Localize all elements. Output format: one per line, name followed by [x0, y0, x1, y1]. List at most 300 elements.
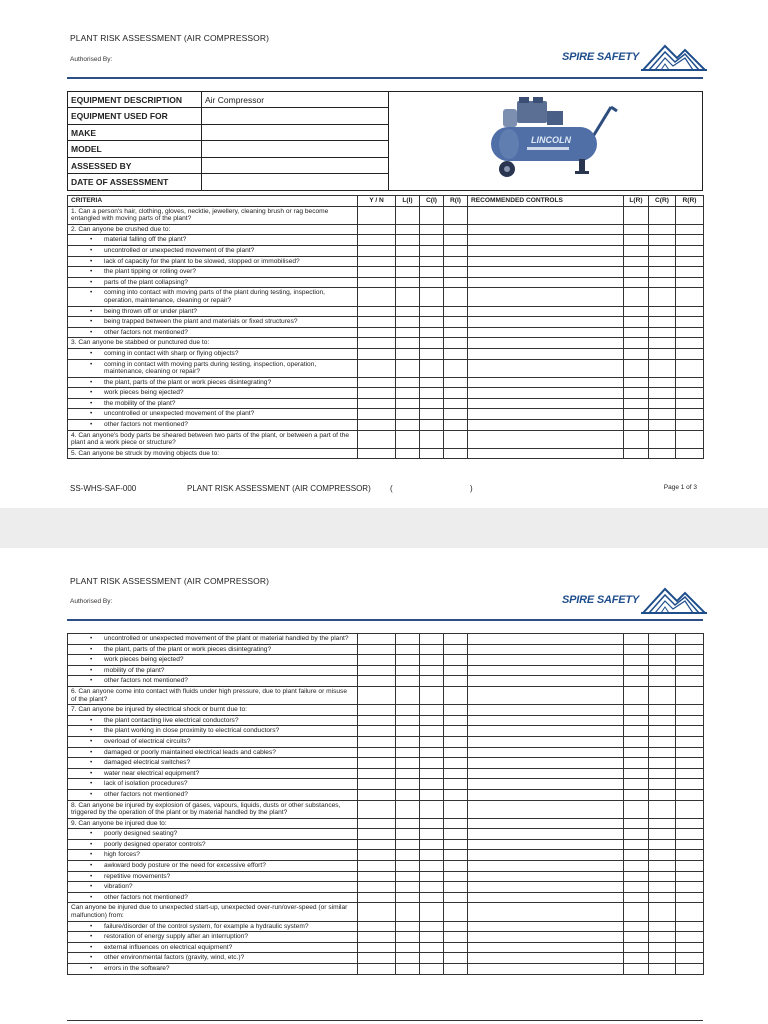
- assessment-cell[interactable]: [649, 288, 676, 306]
- assessment-cell[interactable]: [444, 420, 468, 431]
- assessment-cell[interactable]: [396, 655, 420, 666]
- assessment-cell[interactable]: [468, 398, 624, 409]
- assessment-cell[interactable]: [624, 736, 649, 747]
- assessment-cell[interactable]: [444, 871, 468, 882]
- assessment-cell[interactable]: [624, 726, 649, 737]
- assessment-cell[interactable]: [649, 861, 676, 872]
- assessment-cell[interactable]: [624, 850, 649, 861]
- assessment-cell[interactable]: [676, 235, 704, 246]
- assessment-cell[interactable]: [420, 398, 444, 409]
- assessment-cell[interactable]: [358, 327, 396, 338]
- assessment-cell[interactable]: [676, 932, 704, 943]
- assessment-cell[interactable]: [444, 736, 468, 747]
- assessment-cell[interactable]: [468, 882, 624, 893]
- assessment-cell[interactable]: [396, 800, 420, 818]
- assessment-cell[interactable]: [420, 758, 444, 769]
- assessment-cell[interactable]: [676, 306, 704, 317]
- assessment-cell[interactable]: [396, 839, 420, 850]
- assessment-cell[interactable]: [420, 338, 444, 349]
- assessment-cell[interactable]: [649, 235, 676, 246]
- assessment-cell[interactable]: [420, 800, 444, 818]
- assessment-cell[interactable]: [420, 306, 444, 317]
- assessment-cell[interactable]: [396, 789, 420, 800]
- assessment-cell[interactable]: [468, 448, 624, 459]
- assessment-cell[interactable]: [649, 705, 676, 716]
- assessment-cell[interactable]: [358, 789, 396, 800]
- assessment-cell[interactable]: [396, 942, 420, 953]
- assessment-cell[interactable]: [468, 634, 624, 645]
- assessment-cell[interactable]: [676, 882, 704, 893]
- assessment-cell[interactable]: [358, 267, 396, 278]
- assessment-cell[interactable]: [444, 953, 468, 964]
- assessment-cell[interactable]: [444, 409, 468, 420]
- assessment-cell[interactable]: [624, 800, 649, 818]
- assessment-cell[interactable]: [358, 206, 396, 224]
- assessment-cell[interactable]: [444, 932, 468, 943]
- assessment-cell[interactable]: [676, 686, 704, 704]
- assessment-cell[interactable]: [358, 871, 396, 882]
- assessment-cell[interactable]: [444, 829, 468, 840]
- assessment-cell[interactable]: [396, 736, 420, 747]
- assessment-cell[interactable]: [649, 686, 676, 704]
- assessment-cell[interactable]: [468, 267, 624, 278]
- assessment-cell[interactable]: [624, 277, 649, 288]
- assessment-cell[interactable]: [420, 420, 444, 431]
- assessment-cell[interactable]: [420, 736, 444, 747]
- assessment-cell[interactable]: [444, 964, 468, 975]
- assessment-cell[interactable]: [444, 715, 468, 726]
- assessment-cell[interactable]: [444, 850, 468, 861]
- assessment-cell[interactable]: [358, 377, 396, 388]
- assessment-cell[interactable]: [624, 655, 649, 666]
- assessment-cell[interactable]: [420, 818, 444, 829]
- assessment-cell[interactable]: [396, 377, 420, 388]
- assessment-cell[interactable]: [624, 921, 649, 932]
- assessment-cell[interactable]: [649, 892, 676, 903]
- assessment-cell[interactable]: [649, 377, 676, 388]
- assessment-cell[interactable]: [468, 277, 624, 288]
- assessment-cell[interactable]: [468, 644, 624, 655]
- assessment-cell[interactable]: [624, 256, 649, 267]
- info-value-field[interactable]: [202, 141, 389, 157]
- assessment-cell[interactable]: [676, 758, 704, 769]
- assessment-cell[interactable]: [358, 676, 396, 687]
- assessment-cell[interactable]: [468, 327, 624, 338]
- assessment-cell[interactable]: [649, 430, 676, 448]
- assessment-cell[interactable]: [624, 398, 649, 409]
- assessment-cell[interactable]: [444, 705, 468, 716]
- assessment-cell[interactable]: [468, 789, 624, 800]
- assessment-cell[interactable]: [396, 348, 420, 359]
- assessment-cell[interactable]: [676, 736, 704, 747]
- assessment-cell[interactable]: [468, 932, 624, 943]
- assessment-cell[interactable]: [420, 655, 444, 666]
- assessment-cell[interactable]: [444, 430, 468, 448]
- assessment-cell[interactable]: [468, 818, 624, 829]
- assessment-cell[interactable]: [358, 892, 396, 903]
- assessment-cell[interactable]: [358, 644, 396, 655]
- assessment-cell[interactable]: [420, 317, 444, 328]
- assessment-cell[interactable]: [676, 245, 704, 256]
- assessment-cell[interactable]: [358, 758, 396, 769]
- assessment-cell[interactable]: [358, 903, 396, 921]
- assessment-cell[interactable]: [676, 892, 704, 903]
- assessment-cell[interactable]: [444, 235, 468, 246]
- assessment-cell[interactable]: [676, 953, 704, 964]
- assessment-cell[interactable]: [396, 932, 420, 943]
- assessment-cell[interactable]: [649, 921, 676, 932]
- assessment-cell[interactable]: [468, 903, 624, 921]
- assessment-cell[interactable]: [358, 634, 396, 645]
- assessment-cell[interactable]: [420, 634, 444, 645]
- assessment-cell[interactable]: [444, 288, 468, 306]
- assessment-cell[interactable]: [358, 736, 396, 747]
- assessment-cell[interactable]: [468, 871, 624, 882]
- assessment-cell[interactable]: [358, 245, 396, 256]
- assessment-cell[interactable]: [624, 377, 649, 388]
- assessment-cell[interactable]: [444, 398, 468, 409]
- assessment-cell[interactable]: [649, 245, 676, 256]
- assessment-cell[interactable]: [396, 235, 420, 246]
- assessment-cell[interactable]: [468, 359, 624, 377]
- assessment-cell[interactable]: [649, 736, 676, 747]
- assessment-cell[interactable]: [649, 789, 676, 800]
- assessment-cell[interactable]: [358, 726, 396, 737]
- assessment-cell[interactable]: [624, 338, 649, 349]
- assessment-cell[interactable]: [358, 338, 396, 349]
- assessment-cell[interactable]: [396, 892, 420, 903]
- assessment-cell[interactable]: [358, 306, 396, 317]
- assessment-cell[interactable]: [444, 839, 468, 850]
- assessment-cell[interactable]: [358, 779, 396, 790]
- assessment-cell[interactable]: [444, 348, 468, 359]
- assessment-cell[interactable]: [676, 317, 704, 328]
- assessment-cell[interactable]: [358, 409, 396, 420]
- assessment-cell[interactable]: [624, 903, 649, 921]
- assessment-cell[interactable]: [420, 686, 444, 704]
- assessment-cell[interactable]: [420, 768, 444, 779]
- assessment-cell[interactable]: [358, 921, 396, 932]
- assessment-cell[interactable]: [468, 665, 624, 676]
- assessment-cell[interactable]: [624, 245, 649, 256]
- assessment-cell[interactable]: [358, 388, 396, 399]
- assessment-cell[interactable]: [468, 800, 624, 818]
- assessment-cell[interactable]: [420, 861, 444, 872]
- assessment-cell[interactable]: [444, 317, 468, 328]
- assessment-cell[interactable]: [420, 726, 444, 737]
- assessment-cell[interactable]: [676, 676, 704, 687]
- assessment-cell[interactable]: [396, 277, 420, 288]
- assessment-cell[interactable]: [649, 676, 676, 687]
- assessment-cell[interactable]: [420, 964, 444, 975]
- assessment-cell[interactable]: [649, 338, 676, 349]
- assessment-cell[interactable]: [396, 256, 420, 267]
- assessment-cell[interactable]: [444, 256, 468, 267]
- assessment-cell[interactable]: [676, 206, 704, 224]
- assessment-cell[interactable]: [676, 903, 704, 921]
- assessment-cell[interactable]: [444, 768, 468, 779]
- assessment-cell[interactable]: [676, 359, 704, 377]
- assessment-cell[interactable]: [624, 306, 649, 317]
- assessment-cell[interactable]: [396, 288, 420, 306]
- assessment-cell[interactable]: [624, 430, 649, 448]
- assessment-cell[interactable]: [420, 235, 444, 246]
- assessment-cell[interactable]: [396, 398, 420, 409]
- assessment-cell[interactable]: [420, 871, 444, 882]
- assessment-cell[interactable]: [444, 789, 468, 800]
- assessment-cell[interactable]: [676, 655, 704, 666]
- assessment-cell[interactable]: [468, 829, 624, 840]
- assessment-cell[interactable]: [444, 267, 468, 278]
- assessment-cell[interactable]: [358, 818, 396, 829]
- assessment-cell[interactable]: [468, 705, 624, 716]
- assessment-cell[interactable]: [649, 398, 676, 409]
- assessment-cell[interactable]: [624, 715, 649, 726]
- assessment-cell[interactable]: [468, 861, 624, 872]
- assessment-cell[interactable]: [649, 747, 676, 758]
- assessment-cell[interactable]: [468, 338, 624, 349]
- assessment-cell[interactable]: [676, 818, 704, 829]
- assessment-cell[interactable]: [396, 768, 420, 779]
- assessment-cell[interactable]: [396, 758, 420, 769]
- assessment-cell[interactable]: [420, 388, 444, 399]
- assessment-cell[interactable]: [649, 306, 676, 317]
- assessment-cell[interactable]: [420, 644, 444, 655]
- assessment-cell[interactable]: [420, 206, 444, 224]
- assessment-cell[interactable]: [444, 377, 468, 388]
- assessment-cell[interactable]: [676, 420, 704, 431]
- assessment-cell[interactable]: [624, 235, 649, 246]
- assessment-cell[interactable]: [624, 953, 649, 964]
- assessment-cell[interactable]: [396, 644, 420, 655]
- assessment-cell[interactable]: [358, 705, 396, 716]
- assessment-cell[interactable]: [444, 327, 468, 338]
- assessment-cell[interactable]: [358, 448, 396, 459]
- assessment-cell[interactable]: [624, 942, 649, 953]
- assessment-cell[interactable]: [420, 267, 444, 278]
- assessment-cell[interactable]: [649, 277, 676, 288]
- assessment-cell[interactable]: [396, 903, 420, 921]
- assessment-cell[interactable]: [358, 359, 396, 377]
- assessment-cell[interactable]: [358, 288, 396, 306]
- assessment-cell[interactable]: [468, 686, 624, 704]
- assessment-cell[interactable]: [444, 306, 468, 317]
- assessment-cell[interactable]: [444, 779, 468, 790]
- assessment-cell[interactable]: [444, 655, 468, 666]
- assessment-cell[interactable]: [676, 348, 704, 359]
- assessment-cell[interactable]: [396, 665, 420, 676]
- assessment-cell[interactable]: [649, 388, 676, 399]
- assessment-cell[interactable]: [420, 942, 444, 953]
- assessment-cell[interactable]: [358, 420, 396, 431]
- assessment-cell[interactable]: [444, 903, 468, 921]
- assessment-cell[interactable]: [396, 829, 420, 840]
- assessment-cell[interactable]: [420, 747, 444, 758]
- assessment-cell[interactable]: [676, 768, 704, 779]
- assessment-cell[interactable]: [649, 942, 676, 953]
- assessment-cell[interactable]: [420, 882, 444, 893]
- assessment-cell[interactable]: [649, 267, 676, 278]
- assessment-cell[interactable]: [468, 953, 624, 964]
- assessment-cell[interactable]: [649, 327, 676, 338]
- assessment-cell[interactable]: [468, 409, 624, 420]
- assessment-cell[interactable]: [676, 277, 704, 288]
- assessment-cell[interactable]: [624, 789, 649, 800]
- assessment-cell[interactable]: [676, 634, 704, 645]
- assessment-cell[interactable]: [676, 726, 704, 737]
- assessment-cell[interactable]: [468, 892, 624, 903]
- assessment-cell[interactable]: [649, 871, 676, 882]
- assessment-cell[interactable]: [358, 747, 396, 758]
- assessment-cell[interactable]: [444, 861, 468, 872]
- assessment-cell[interactable]: [358, 839, 396, 850]
- assessment-cell[interactable]: [420, 829, 444, 840]
- assessment-cell[interactable]: [624, 348, 649, 359]
- assessment-cell[interactable]: [444, 686, 468, 704]
- assessment-cell[interactable]: [649, 348, 676, 359]
- assessment-cell[interactable]: [396, 715, 420, 726]
- assessment-cell[interactable]: [676, 747, 704, 758]
- assessment-cell[interactable]: [649, 779, 676, 790]
- assessment-cell[interactable]: [649, 224, 676, 235]
- assessment-cell[interactable]: [358, 398, 396, 409]
- assessment-cell[interactable]: [649, 758, 676, 769]
- assessment-cell[interactable]: [444, 224, 468, 235]
- assessment-cell[interactable]: [358, 964, 396, 975]
- assessment-cell[interactable]: [420, 430, 444, 448]
- assessment-cell[interactable]: [649, 882, 676, 893]
- assessment-cell[interactable]: [420, 921, 444, 932]
- assessment-cell[interactable]: [624, 676, 649, 687]
- assessment-cell[interactable]: [444, 277, 468, 288]
- assessment-cell[interactable]: [396, 306, 420, 317]
- assessment-cell[interactable]: [358, 348, 396, 359]
- assessment-cell[interactable]: [358, 256, 396, 267]
- assessment-cell[interactable]: [444, 676, 468, 687]
- assessment-cell[interactable]: [649, 317, 676, 328]
- assessment-cell[interactable]: [444, 726, 468, 737]
- assessment-cell[interactable]: [420, 892, 444, 903]
- assessment-cell[interactable]: [676, 921, 704, 932]
- assessment-cell[interactable]: [468, 288, 624, 306]
- assessment-cell[interactable]: [420, 850, 444, 861]
- assessment-cell[interactable]: [420, 288, 444, 306]
- assessment-cell[interactable]: [444, 206, 468, 224]
- assessment-cell[interactable]: [676, 789, 704, 800]
- assessment-cell[interactable]: [624, 932, 649, 943]
- assessment-cell[interactable]: [468, 317, 624, 328]
- assessment-cell[interactable]: [624, 327, 649, 338]
- assessment-cell[interactable]: [676, 448, 704, 459]
- assessment-cell[interactable]: [420, 779, 444, 790]
- assessment-cell[interactable]: [396, 430, 420, 448]
- assessment-cell[interactable]: [420, 665, 444, 676]
- assessment-cell[interactable]: [358, 224, 396, 235]
- assessment-cell[interactable]: [396, 953, 420, 964]
- assessment-cell[interactable]: [444, 338, 468, 349]
- assessment-cell[interactable]: [468, 306, 624, 317]
- info-value-field[interactable]: [202, 157, 389, 173]
- assessment-cell[interactable]: [358, 800, 396, 818]
- assessment-cell[interactable]: [624, 288, 649, 306]
- assessment-cell[interactable]: [358, 829, 396, 840]
- assessment-cell[interactable]: [444, 634, 468, 645]
- assessment-cell[interactable]: [420, 953, 444, 964]
- assessment-cell[interactable]: [468, 758, 624, 769]
- assessment-cell[interactable]: [649, 903, 676, 921]
- assessment-cell[interactable]: [624, 448, 649, 459]
- assessment-cell[interactable]: [624, 779, 649, 790]
- assessment-cell[interactable]: [649, 839, 676, 850]
- assessment-cell[interactable]: [420, 705, 444, 716]
- assessment-cell[interactable]: [649, 634, 676, 645]
- assessment-cell[interactable]: [420, 256, 444, 267]
- assessment-cell[interactable]: [420, 348, 444, 359]
- assessment-cell[interactable]: [396, 327, 420, 338]
- assessment-cell[interactable]: [444, 245, 468, 256]
- assessment-cell[interactable]: [468, 256, 624, 267]
- assessment-cell[interactable]: [649, 715, 676, 726]
- assessment-cell[interactable]: [396, 359, 420, 377]
- assessment-cell[interactable]: [396, 206, 420, 224]
- info-value-field[interactable]: [202, 108, 389, 124]
- assessment-cell[interactable]: [358, 317, 396, 328]
- assessment-cell[interactable]: [396, 850, 420, 861]
- assessment-cell[interactable]: [676, 839, 704, 850]
- assessment-cell[interactable]: [396, 676, 420, 687]
- assessment-cell[interactable]: [396, 779, 420, 790]
- assessment-cell[interactable]: [358, 953, 396, 964]
- assessment-cell[interactable]: [676, 338, 704, 349]
- assessment-cell[interactable]: [649, 726, 676, 737]
- assessment-cell[interactable]: [420, 932, 444, 943]
- assessment-cell[interactable]: [649, 448, 676, 459]
- assessment-cell[interactable]: [358, 665, 396, 676]
- assessment-cell[interactable]: [676, 850, 704, 861]
- assessment-cell[interactable]: [420, 377, 444, 388]
- assessment-cell[interactable]: [420, 676, 444, 687]
- assessment-cell[interactable]: [624, 818, 649, 829]
- assessment-cell[interactable]: [468, 348, 624, 359]
- assessment-cell[interactable]: [649, 850, 676, 861]
- assessment-cell[interactable]: [468, 206, 624, 224]
- assessment-cell[interactable]: [444, 644, 468, 655]
- assessment-cell[interactable]: [468, 715, 624, 726]
- assessment-cell[interactable]: [468, 430, 624, 448]
- assessment-cell[interactable]: [358, 932, 396, 943]
- assessment-cell[interactable]: [358, 235, 396, 246]
- assessment-cell[interactable]: [624, 964, 649, 975]
- assessment-cell[interactable]: [396, 448, 420, 459]
- assessment-cell[interactable]: [358, 686, 396, 704]
- assessment-cell[interactable]: [676, 800, 704, 818]
- assessment-cell[interactable]: [624, 686, 649, 704]
- assessment-cell[interactable]: [649, 818, 676, 829]
- assessment-cell[interactable]: [624, 665, 649, 676]
- assessment-cell[interactable]: [444, 758, 468, 769]
- assessment-cell[interactable]: [396, 317, 420, 328]
- assessment-cell[interactable]: [468, 747, 624, 758]
- assessment-cell[interactable]: [420, 327, 444, 338]
- assessment-cell[interactable]: [444, 800, 468, 818]
- assessment-cell[interactable]: [358, 277, 396, 288]
- assessment-cell[interactable]: [624, 747, 649, 758]
- assessment-cell[interactable]: [624, 409, 649, 420]
- assessment-cell[interactable]: [420, 903, 444, 921]
- assessment-cell[interactable]: [396, 420, 420, 431]
- assessment-cell[interactable]: [676, 964, 704, 975]
- assessment-cell[interactable]: [624, 644, 649, 655]
